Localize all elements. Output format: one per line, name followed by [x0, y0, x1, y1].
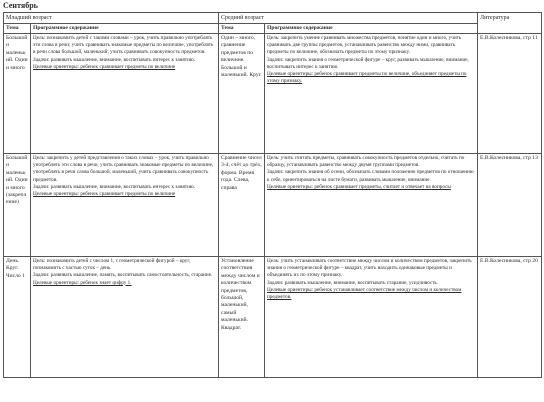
junior-goal: Цель: познакомить детей с такими словами – урок, учить правильно употреблять эти слова в речи; учить сравнивать знакомые предметы по величине, употреблять в речи слова большой, маленький; учить сравнивать совокупность предметов.: [33, 35, 214, 56]
junior-tasks: Задачи: развивать мышление, внимание, воспитывать интерес к занятию.: [33, 56, 196, 63]
month-title: Сентябрь: [3, 1, 38, 10]
junior-tasks: Задачи: развивать мышление, внимание, воспитывать интерес к занятию.: [33, 183, 196, 190]
middle-content-header: Программное содержание: [265, 24, 478, 34]
literature-cell: Е.В.Колесникова, стр 11: [478, 34, 542, 154]
header-row: [4, 13, 542, 24]
middle-tasks: Задачи: закрепить знания об осени, обозначать словами положение предметов по отношению к себе, ориентироваться на листе бумаги, развивать мышление, внимание.: [267, 169, 474, 183]
literature-cell: Е.В.Колесникова, стр 13: [478, 154, 542, 257]
junior-topic-cell: День. Круг. Число 1: [4, 257, 31, 378]
junior-results: Целевые ориентиры: ребенок сравнивает предметы по величине: [33, 191, 176, 198]
table-row: [4, 154, 542, 257]
middle-results: Целевые ориентиры: ребенок сравнивает предметы по величине, объединяет предметы по этому признаку.: [267, 71, 467, 85]
plan-table: [3, 12, 542, 378]
literature-header: Литература: [478, 13, 542, 34]
middle-goal: Цель: закрепить умение сравнивать множества предметов, понятие один и много, учить сравнивать две группы предметов, устанавливать равенство между ними, сравнивать предметы по величине, обозначать предметы по этому признаку.: [267, 35, 462, 56]
middle-results: Целевые ориентиры: ребенок сравнивает предметы, считает и отвечает на вопросы: [267, 183, 451, 190]
middle-topic-cell: Установление соответствия между числом и количеством предметов, большой, маленький, самый маленький. Квадрат.: [219, 257, 265, 378]
junior-goal: Цель: познакомить детей с числом 1, с геометрической фигурой – круг, познакомить с частью суток – день.: [33, 258, 191, 272]
table-row: [4, 257, 542, 378]
middle-topic-header: Тема: [219, 24, 265, 34]
middle-tasks: Задачи: закрепить знания о геометрической фигуре – круг, развивать мышление, внимание, воспитывать интерес к занятию.: [267, 56, 469, 70]
literature-cell: Е.В.Колесникова, стр 20: [478, 257, 542, 378]
middle-topic-cell: Сравнение чисел 3-4, счёт до трёх, форма. Время года. Слева, справа: [219, 154, 265, 257]
junior-topic-cell: Большой и маленький. Один и много: [4, 34, 31, 154]
middle-content-cell: [265, 154, 478, 257]
junior-topic-header: Тема: [4, 24, 31, 34]
junior-content-header: Программное содержание: [31, 24, 219, 34]
junior-content-cell: [31, 34, 219, 154]
junior-goal: Цель: закрепить у детей представления о таких словах – урок, учить правильно употреблять эти слова в речи, учить сравнивать знакомые предметы по величине, употреблять в речи слова большой, маленький, учить сравнивать совокупность предметов.: [33, 155, 214, 183]
middle-goal: Цель: учить считать предметы, сравнивать совокупность предметов отдельно, считать по образцу, устанавливать равенство между двумя группами предметов.: [267, 155, 465, 169]
middle-goal: Цель: учить устанавливать соответствие между числом и количеством предметов, закрепить знания о геометрической фигуре – квадрат, учить находить одинаковые предметы и объединять их по этому признаку.: [267, 258, 472, 279]
junior-age-header: Младший возраст: [4, 13, 219, 24]
middle-age-header: Средний возраст: [219, 13, 478, 24]
junior-topic-cell: Большой и маленький. Один и много (закрепление): [4, 154, 31, 257]
middle-results: Целевые ориентиры: ребенок устанавливает соответствие между числом и количеством предметов.: [267, 286, 462, 301]
junior-content-cell: [31, 257, 219, 378]
table-row: [4, 34, 542, 154]
middle-tasks: Задачи: развивать мышление, внимание, воспитывать старание, усидчивость.: [267, 279, 439, 286]
junior-content-cell: [31, 154, 219, 257]
middle-content-cell: [265, 257, 478, 378]
junior-tasks: Задачи: развивать мышление, память, воспитывать самостоятельность, старание.: [33, 272, 213, 279]
middle-topic-cell: Один – много, сравнение предметов по величине. Большой и маленький. Круг.: [219, 34, 265, 154]
junior-results: Целевые ориентиры: ребенок сравнивает предметы по величине: [33, 63, 176, 70]
subheader-row: [4, 24, 542, 34]
junior-results: Целевые ориентиры: ребенок знает цифру 1.: [33, 279, 132, 286]
middle-content-cell: [265, 34, 478, 154]
